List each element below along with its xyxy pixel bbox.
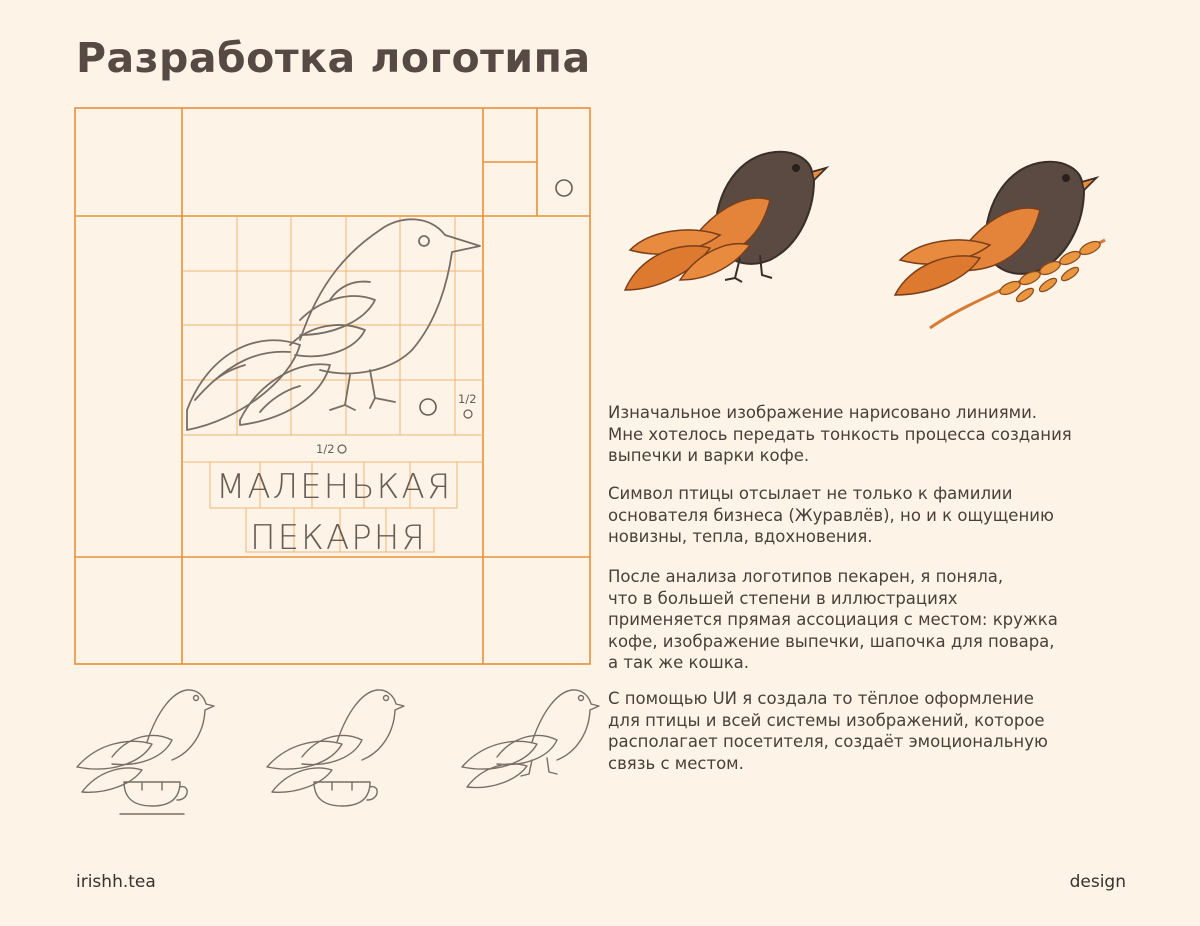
wordmark-line2: ПЕКАРНЯ — [250, 518, 427, 558]
description-line: что в большей степени в иллюстрациях — [608, 588, 958, 608]
description-line: располагает посетителя, создаёт эмоциональную — [608, 732, 1048, 751]
description-line: После анализа логотипов пекарен, я поняла, — [608, 567, 1004, 586]
footer-author: irishh.tea — [76, 872, 156, 892]
description-line: Мне хотелось передать тонкость процесса создания — [608, 424, 1072, 444]
description-line: Символ птицы отсылает не только к фамилии — [608, 484, 1013, 503]
description-line: Изначальное изображение нарисовано линиями. — [608, 403, 1038, 422]
description-paragraph-4 — [608, 688, 1148, 774]
annotation-half: 1/2 — [316, 442, 335, 456]
description-line: С помощью UИ я создала то тёплое оформление — [608, 689, 1034, 708]
unit-circle-marker — [556, 180, 572, 196]
wordmark-line1: МАЛЕНЬКАЯ — [216, 467, 453, 507]
description-paragraph-2 — [608, 483, 1148, 548]
bird-on-cup-icon — [77, 690, 214, 814]
description-line: а так же кошка. — [608, 653, 750, 672]
description-line: кофе, изображение выпечки, шапочка для повара, — [608, 631, 1055, 651]
annotation-half: 1/2 — [458, 392, 477, 406]
footer-category: design — [1069, 872, 1126, 892]
description-line: связь с местом. — [608, 753, 744, 773]
description-line: новизны, тепла, вдохновения. — [608, 527, 873, 546]
description-paragraph-3 — [608, 566, 1148, 674]
description-line: для птицы и всей системы изображений, которое — [608, 710, 1045, 730]
page-title: Разработка логотипа — [76, 34, 591, 82]
bird-on-wheat-icon — [890, 150, 1120, 330]
description-paragraph-1 — [608, 402, 1148, 467]
description-line: выпечки и варки кофе. — [608, 446, 810, 465]
bird-colored-icon — [620, 140, 840, 300]
bird-sketch-row — [72, 682, 662, 827]
description-line: основателя бизнеса (Журавлёв), но и к ощущению — [608, 505, 1054, 525]
description-line: применяется прямая ассоциация с местом: кружка — [608, 610, 1058, 629]
